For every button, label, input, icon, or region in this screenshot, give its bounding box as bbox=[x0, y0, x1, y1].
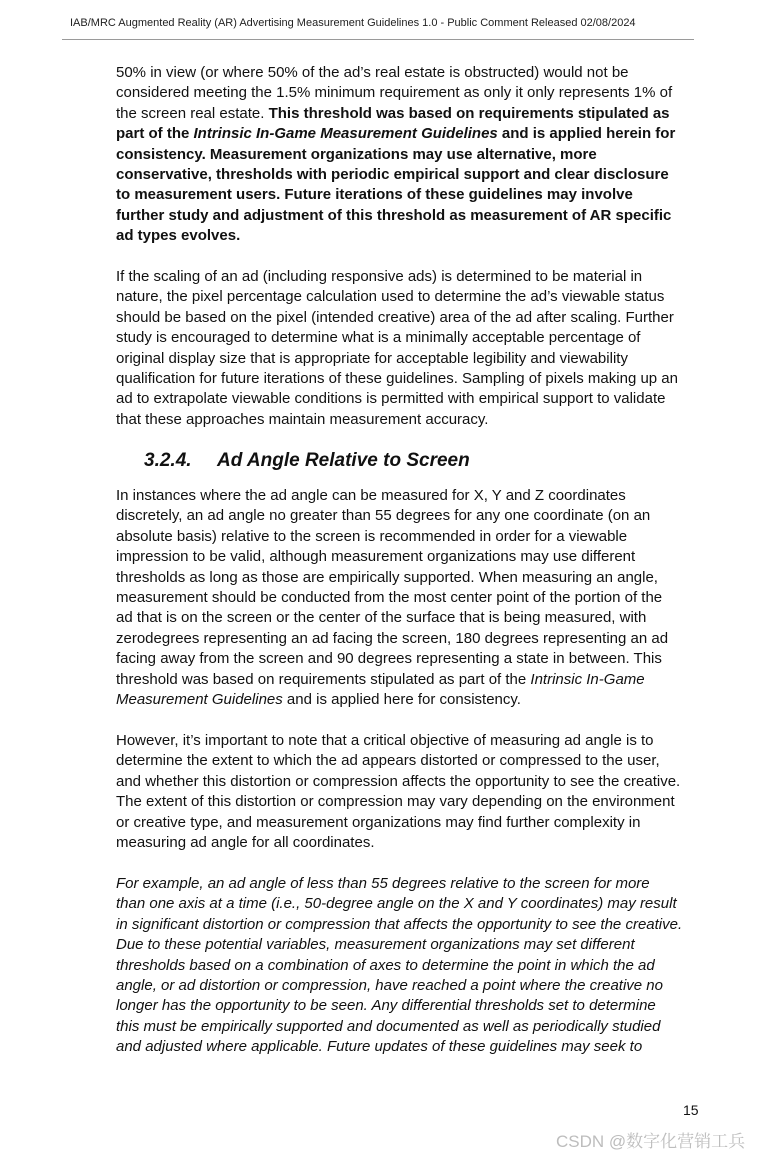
running-header: IAB/MRC Augmented Reality (AR) Advertising Measurement Guidelines 1.0 - Public Comment Released 02/08/2024 bbox=[70, 17, 636, 29]
text-line bbox=[116, 185, 675, 205]
text-line bbox=[116, 996, 682, 1016]
text-segment: qualification for future iterations of these guidelines. Sampling of pixels making up an bbox=[116, 369, 678, 387]
text-line bbox=[116, 506, 668, 526]
emphasized-text: and is applied herein for bbox=[497, 125, 676, 143]
text-line bbox=[116, 608, 668, 628]
text-segment: discretely, an ad angle no greater than 55 degrees for any one coordinate (on an bbox=[116, 507, 651, 525]
text-segment: nature, the pixel percentage calculation used to determine the ad’s viewable status bbox=[116, 288, 665, 306]
text-line bbox=[116, 145, 675, 165]
text-segment: the screen real estate. bbox=[116, 104, 269, 122]
emphasized-text: For example, an ad angle of less than 55 degrees relative to the screen for more bbox=[116, 875, 650, 892]
emphasized-text: thresholds based on a combination of axes to determine the point in which the ad bbox=[116, 956, 655, 974]
text-line bbox=[116, 547, 668, 567]
text-segment: thresholds as long as those are empirically supported. When measuring an angle, bbox=[116, 568, 658, 586]
paragraph-example bbox=[116, 874, 682, 1058]
text-line bbox=[116, 568, 668, 588]
emphasized-text: part of the bbox=[116, 125, 194, 143]
paragraph-threshold bbox=[116, 63, 675, 247]
text-line bbox=[116, 124, 675, 144]
watermark: CSDN @数字化营销工兵 bbox=[556, 1132, 746, 1151]
paragraph-distortion bbox=[116, 731, 680, 853]
text-line bbox=[116, 1037, 682, 1057]
text-segment: ad to extrapolate viewable conditions is permitted with empirical support to validate bbox=[116, 390, 666, 408]
emphasized-text: consistency. Measurement organizations may use alternative, more bbox=[116, 145, 597, 163]
section-title: Ad Angle Relative to Screen bbox=[217, 450, 470, 471]
text-segment: 50% in view (or where 50% of the ad’s real estate is obstructed) would not be bbox=[116, 64, 629, 81]
text-line bbox=[116, 226, 675, 246]
text-line bbox=[116, 369, 678, 389]
text-segment: facing away from the screen and 90 degrees representing a state in between. This bbox=[116, 650, 662, 668]
text-line bbox=[116, 588, 668, 608]
text-line bbox=[116, 206, 675, 226]
text-segment: However, it’s important to note that a critical objective of measuring ad angle is to bbox=[116, 732, 654, 749]
text-line bbox=[116, 670, 668, 690]
text-segment: If the scaling of an ad (including responsive ads) is determined to be material in bbox=[116, 268, 643, 285]
text-line bbox=[116, 792, 680, 812]
text-segment: threshold was based on requirements stipulated as part of the bbox=[116, 670, 531, 688]
text-segment: original display size that is appropriate for acceptable legibility and viewability bbox=[116, 349, 628, 367]
text-line bbox=[116, 935, 682, 955]
text-segment: should be based on the pixel (intended creative) area of the ad after scaling. Further bbox=[116, 308, 674, 326]
header-divider bbox=[62, 39, 694, 40]
text-line bbox=[116, 956, 682, 976]
text-line bbox=[116, 308, 678, 328]
text-line bbox=[116, 287, 678, 307]
text-line bbox=[116, 527, 668, 547]
text-line bbox=[116, 410, 678, 430]
text-line bbox=[116, 894, 682, 914]
text-segment: ad that is on the screen or the center of the surface that is being measured, with bbox=[116, 609, 647, 627]
text-line bbox=[116, 63, 675, 83]
emphasized-text: Intrinsic In-Game bbox=[530, 670, 645, 688]
text-line bbox=[116, 165, 675, 185]
text-segment: or creative type, and measurement organizations may find further complexity in bbox=[116, 813, 641, 831]
text-segment: and is applied here for consistency. bbox=[282, 690, 521, 708]
text-segment: In instances where the ad angle can be measured for X, Y and Z coordinates bbox=[116, 487, 626, 504]
text-line bbox=[116, 813, 680, 833]
emphasized-text: than one axis at a time (i.e., 50-degree angle on the X and Y coordinates) may result bbox=[116, 895, 677, 913]
page-number: 15 bbox=[683, 1102, 699, 1118]
text-segment: The extent of this distortion or compression may vary depending on the environment bbox=[116, 793, 675, 811]
emphasized-text: This threshold was based on requirements stipulated as bbox=[268, 104, 670, 122]
emphasized-text: Due to these potential variables, measurement organizations may set different bbox=[116, 936, 635, 954]
text-segment: impression to be valid, although measurement organizations may use different bbox=[116, 548, 636, 566]
emphasized-text: to measurement users. Future iterations of these guidelines may involve bbox=[116, 186, 633, 204]
text-line bbox=[116, 772, 680, 792]
emphasized-text: conservative, thresholds with periodic empirical support and clear disclosure bbox=[116, 165, 669, 183]
emphasized-text: and adjusted where applicable. Future updates of these guidelines may seek to bbox=[116, 1038, 643, 1056]
text-segment: zerodegrees representing an ad facing the screen, 180 degrees representing an ad bbox=[116, 629, 669, 647]
text-segment: study is encouraged to determine what is a minimally acceptable percentage of bbox=[116, 329, 641, 347]
text-line bbox=[116, 486, 668, 506]
text-line bbox=[116, 751, 680, 771]
text-line bbox=[116, 874, 682, 894]
section-number: 3.2.4. bbox=[144, 450, 192, 471]
emphasized-text: longer has the opportunity to be seen. Any differential thresholds set to determine bbox=[116, 997, 656, 1015]
text-segment: and whether this distortion or compression affects the opportunity to see the creative. bbox=[116, 772, 681, 790]
emphasized-text: angle, or ad distortion or compression, have reached a point where the creative no bbox=[116, 976, 663, 994]
emphasized-text: further study and adjustment of this threshold as measurement of AR specific bbox=[116, 206, 672, 224]
text-line bbox=[116, 104, 675, 124]
paragraph-scaling bbox=[116, 267, 678, 430]
section-heading bbox=[144, 450, 470, 472]
paragraph-ad-angle bbox=[116, 486, 668, 710]
text-line bbox=[116, 976, 682, 996]
text-segment: measuring ad angle for all coordinates. bbox=[116, 833, 375, 851]
emphasized-text: ad types evolves. bbox=[116, 227, 241, 245]
text-line bbox=[116, 649, 668, 669]
text-line bbox=[116, 690, 668, 710]
emphasized-text: this must be empirically supported and documented as well as periodically studied bbox=[116, 1017, 661, 1035]
text-line bbox=[116, 731, 680, 751]
text-line bbox=[116, 1017, 682, 1037]
emphasized-text: Measurement Guidelines bbox=[116, 690, 283, 708]
emphasized-text: Intrinsic In-Game Measurement Guidelines bbox=[193, 125, 498, 143]
text-segment: absolute basis) relative to the screen is recommended in order for a viewable bbox=[116, 527, 628, 545]
text-line bbox=[116, 915, 682, 935]
text-segment: determine the extent to which the ad appears distorted or compressed to the user, bbox=[116, 752, 660, 770]
text-segment: considered meeting the 1.5% minimum requirement as only it only represents 1% of bbox=[116, 84, 673, 102]
text-segment: measurement should be conducted from the most center point of the portion of the bbox=[116, 588, 663, 606]
text-line bbox=[116, 629, 668, 649]
text-line bbox=[116, 833, 680, 853]
text-line bbox=[116, 389, 678, 409]
text-line bbox=[116, 349, 678, 369]
text-line bbox=[116, 328, 678, 348]
emphasized-text: in significant distortion or compression that affects the opportunity to see the creative. bbox=[116, 915, 683, 933]
text-line bbox=[116, 267, 678, 287]
text-segment: that these approaches maintain measurement accuracy. bbox=[116, 410, 489, 428]
text-line bbox=[116, 83, 675, 103]
